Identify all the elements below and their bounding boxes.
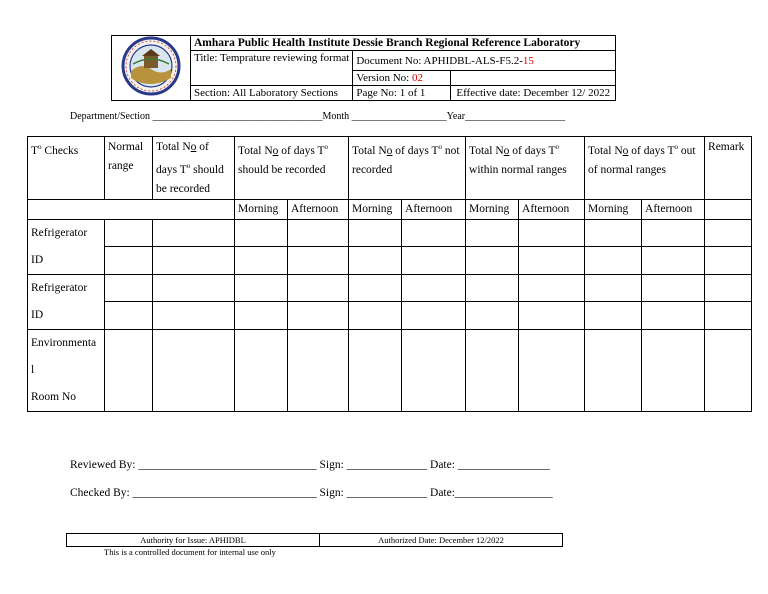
table-cell[interactable] bbox=[235, 219, 288, 247]
table-cell[interactable] bbox=[402, 274, 466, 302]
table-cell[interactable] bbox=[153, 247, 235, 275]
form-title: Title: Temprature reviewing format bbox=[191, 51, 353, 86]
table-cell[interactable] bbox=[402, 302, 466, 330]
sub-header-morning: Morning bbox=[235, 199, 288, 219]
page-number: Page No: 1 of 1 bbox=[353, 86, 451, 100]
table-cell[interactable] bbox=[235, 247, 288, 275]
row-label-refrigerator: Refrigerator ID bbox=[28, 219, 105, 274]
table-cell[interactable] bbox=[288, 219, 349, 247]
department-field[interactable]: __________________________________ bbox=[152, 111, 323, 122]
table-cell[interactable] bbox=[466, 247, 519, 275]
table-cell[interactable] bbox=[705, 302, 752, 330]
table-cell[interactable] bbox=[705, 274, 752, 302]
col-header-normal-range: Normal range bbox=[105, 137, 153, 200]
authority-for-issue: Authority for Issue: APHIDBL bbox=[67, 534, 320, 547]
table-cell[interactable] bbox=[349, 329, 402, 411]
table-cell[interactable] bbox=[585, 219, 642, 247]
table-cell[interactable] bbox=[585, 302, 642, 330]
table-cell[interactable] bbox=[585, 274, 642, 302]
table-cell[interactable] bbox=[519, 329, 585, 411]
table-cell[interactable] bbox=[642, 247, 705, 275]
table-cell[interactable] bbox=[288, 274, 349, 302]
table-cell[interactable] bbox=[466, 219, 519, 247]
col-header-group-not-recorded: Total No of days $T^o$ not recorded bbox=[349, 137, 466, 200]
table-cell[interactable] bbox=[642, 274, 705, 302]
table-cell[interactable] bbox=[153, 219, 235, 247]
table-cell[interactable] bbox=[705, 247, 752, 275]
footer-box bbox=[66, 533, 563, 547]
sub-header-blank bbox=[28, 199, 235, 219]
document-number: Document No: APHIDBL-ALS-F5.2-15 bbox=[353, 51, 616, 71]
table-cell[interactable] bbox=[705, 329, 752, 411]
table-cell[interactable] bbox=[105, 219, 153, 247]
sub-header-morning: Morning bbox=[585, 199, 642, 219]
institute-seal bbox=[112, 36, 191, 101]
table-cell[interactable] bbox=[235, 302, 288, 330]
department-month-year-line: Department/Section __________________________________Month ___________________Year____________________ bbox=[70, 111, 566, 122]
reviewed-by-line[interactable]: Reviewed By: _______________________________ Sign: ______________ Date: ________________ bbox=[70, 459, 550, 471]
table-cell[interactable] bbox=[105, 329, 153, 411]
table-cell[interactable] bbox=[288, 302, 349, 330]
table-cell[interactable] bbox=[288, 329, 349, 411]
sub-header-afternoon: Afternoon bbox=[519, 199, 585, 219]
table-cell[interactable] bbox=[153, 329, 235, 411]
table-cell[interactable] bbox=[519, 274, 585, 302]
table-cell[interactable] bbox=[466, 302, 519, 330]
authorized-date: Authorized Date: December 12/2022 bbox=[320, 534, 563, 547]
page-effective bbox=[353, 86, 616, 101]
table-cell[interactable] bbox=[288, 247, 349, 275]
table-cell[interactable] bbox=[235, 274, 288, 302]
table-cell[interactable] bbox=[153, 302, 235, 330]
row-label-refrigerator: Refrigerator ID bbox=[28, 274, 105, 329]
sub-header-afternoon: Afternoon bbox=[402, 199, 466, 219]
table-cell[interactable] bbox=[349, 274, 402, 302]
institute-name: Amhara Public Health Institute Dessie Branch Regional Reference Laboratory bbox=[191, 36, 616, 51]
document-header bbox=[111, 35, 616, 101]
table-cell[interactable] bbox=[402, 247, 466, 275]
col-header-group-within-normal: Total No of days $T^o$ within normal ranges bbox=[466, 137, 585, 200]
table-cell[interactable] bbox=[105, 274, 153, 302]
table-cell[interactable] bbox=[105, 302, 153, 330]
table-cell[interactable] bbox=[349, 247, 402, 275]
institute-seal-icon bbox=[115, 36, 187, 96]
month-field[interactable]: ___________________ bbox=[351, 111, 447, 122]
year-field[interactable]: ____________________ bbox=[465, 111, 566, 122]
table-cell[interactable] bbox=[153, 274, 235, 302]
section-label: Section: All Laboratory Sections bbox=[191, 86, 353, 101]
col-header-group-out-of-normal: Total No of days $T^o$ out of normal ranges bbox=[585, 137, 705, 200]
row-label-environmental-room: Environmenta l Room No bbox=[28, 329, 105, 411]
table-cell[interactable] bbox=[349, 219, 402, 247]
table-cell[interactable] bbox=[235, 329, 288, 411]
table-cell[interactable] bbox=[466, 329, 519, 411]
sub-header-morning: Morning bbox=[466, 199, 519, 219]
sub-header-afternoon: Afternoon bbox=[288, 199, 349, 219]
table-cell[interactable] bbox=[585, 247, 642, 275]
temperature-review-table bbox=[27, 136, 752, 412]
table-cell[interactable] bbox=[642, 219, 705, 247]
col-header-checks: $T^o$ Checks bbox=[28, 137, 105, 200]
table-cell[interactable] bbox=[402, 219, 466, 247]
col-header-remark: Remark bbox=[705, 137, 752, 200]
table-cell[interactable] bbox=[402, 329, 466, 411]
table-cell[interactable] bbox=[466, 274, 519, 302]
col-header-total-recorded: Total No of days $T^o$ should be recorded bbox=[153, 137, 235, 200]
table-cell[interactable] bbox=[519, 219, 585, 247]
controlled-document-note: This is a controlled document for internal use only bbox=[104, 547, 276, 557]
checked-by-line[interactable]: Checked By: ________________________________ Sign: ______________ Date:_________________ bbox=[70, 487, 553, 499]
sub-header-remark-blank bbox=[705, 199, 752, 219]
version-number: Version No: 02 bbox=[353, 71, 616, 86]
col-header-group-should-record: Total No of days $T^o$ should be recorded bbox=[235, 137, 349, 200]
sub-header-morning: Morning bbox=[349, 199, 402, 219]
table-cell[interactable] bbox=[642, 329, 705, 411]
table-cell[interactable] bbox=[705, 219, 752, 247]
sub-header-afternoon: Afternoon bbox=[642, 199, 705, 219]
effective-date: Effective date: December 12/ 2022 bbox=[456, 87, 611, 99]
table-cell[interactable] bbox=[349, 302, 402, 330]
table-cell[interactable] bbox=[585, 329, 642, 411]
table-cell[interactable] bbox=[519, 302, 585, 330]
table-cell[interactable] bbox=[105, 247, 153, 275]
table-cell[interactable] bbox=[519, 247, 585, 275]
table-cell[interactable] bbox=[642, 302, 705, 330]
